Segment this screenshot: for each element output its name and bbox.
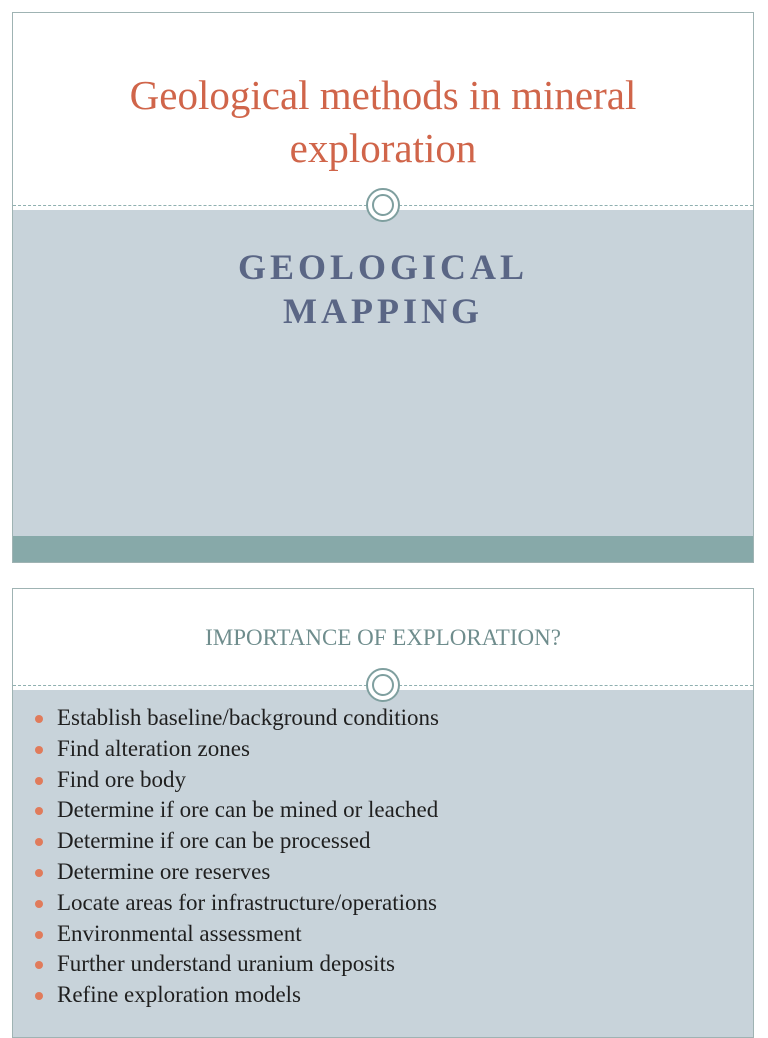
bullet-icon	[35, 961, 43, 969]
slide-title-text: Geological methods in mineral exploration	[129, 72, 637, 171]
bullet-icon	[35, 715, 43, 723]
bullet-icon	[35, 777, 43, 785]
bullet-icon	[35, 900, 43, 908]
slide-title	[12, 12, 754, 563]
subtitle-line-1: GEOLOGICAL	[237, 247, 529, 287]
list-item: Find alteration zones	[35, 734, 439, 765]
list-item: Determine if ore can be mined or leached	[35, 795, 439, 826]
list-item: Determine ore reserves	[35, 857, 439, 888]
bullet-icon	[35, 807, 43, 815]
bullet-icon	[35, 838, 43, 846]
list-item: Determine if ore can be processed	[35, 826, 439, 857]
slide-content-band	[13, 210, 753, 536]
slide-header	[13, 13, 753, 205]
bullet-icon	[35, 992, 43, 1000]
list-item: Further understand uranium deposits	[35, 949, 439, 980]
divider-ornament-icon	[366, 668, 400, 702]
bullet-icon	[35, 869, 43, 877]
section-subtitle	[53, 245, 713, 333]
subtitle-line-2: MAPPING	[283, 291, 483, 331]
bullet-list	[35, 703, 439, 1011]
list-item: Locate areas for infrastructure/operations	[35, 888, 439, 919]
list-item: Refine exploration models	[35, 980, 439, 1011]
bullet-icon	[35, 746, 43, 754]
list-item: Find ore body	[35, 765, 439, 796]
divider-ornament-icon	[366, 188, 400, 222]
bullet-icon	[35, 931, 43, 939]
list-item: Establish baseline/background conditions	[35, 703, 439, 734]
slide-footer-band	[13, 536, 753, 562]
slide-importance	[12, 588, 754, 1038]
list-item: Environmental assessment	[35, 919, 439, 950]
slide-title-text: IMPORTANCE OF EXPLORATION?	[205, 625, 561, 650]
